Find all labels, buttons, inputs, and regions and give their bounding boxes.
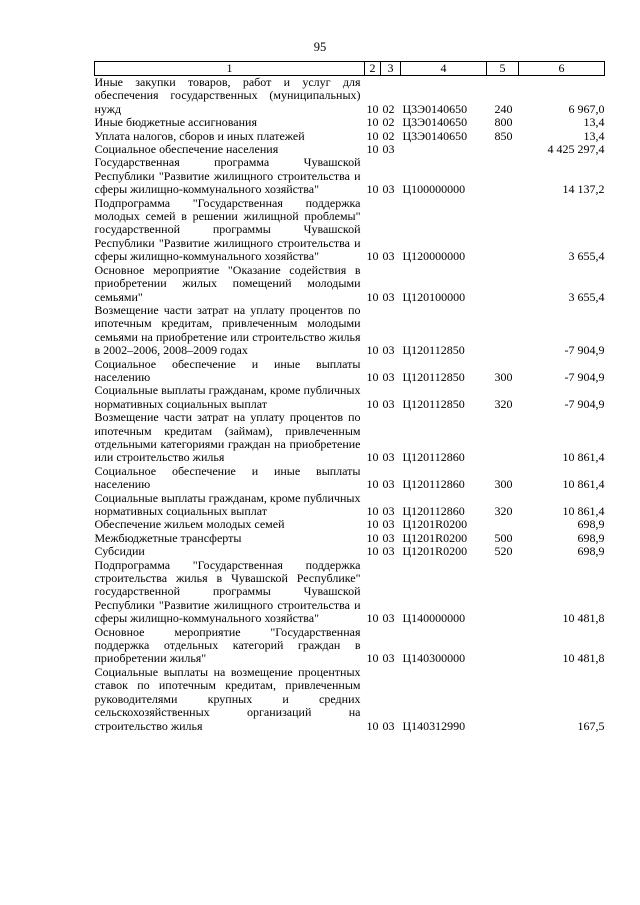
row-section: 10 bbox=[366, 115, 379, 130]
row-subsection: 03 bbox=[382, 718, 395, 733]
page-number: 95 bbox=[313, 40, 327, 54]
row-section: 10 bbox=[366, 544, 379, 559]
row-amount: 167,5 bbox=[577, 718, 605, 733]
row-name: Социальные выплаты на возмещение процентных ставок по ипотечным кредитам, привлеченным руководителями крупных и средних сельскохозяйственных организаций на строительство жилья bbox=[94, 664, 361, 733]
row-target-code bbox=[401, 143, 487, 156]
table-row bbox=[95, 465, 605, 492]
row-expense-type: 850 bbox=[494, 128, 513, 143]
table-row bbox=[95, 492, 605, 519]
row-name: Субсидии bbox=[94, 544, 145, 559]
row-expense-type: 320 bbox=[494, 396, 513, 411]
header-row bbox=[95, 62, 605, 76]
row-section: 10 bbox=[366, 530, 379, 545]
row-expense-type bbox=[487, 304, 519, 358]
table-row bbox=[95, 76, 605, 117]
row-subsection: 03 bbox=[382, 396, 395, 411]
row-section: 10 bbox=[366, 517, 379, 532]
table-row bbox=[95, 559, 605, 626]
row-subsection: 03 bbox=[382, 504, 395, 518]
row-amount: 14 137,2 bbox=[562, 182, 605, 197]
row-target-code: Ц3Э0140650 bbox=[402, 101, 468, 116]
row-expense-type bbox=[487, 518, 519, 531]
row-section: 10 bbox=[366, 369, 379, 384]
table-row bbox=[95, 626, 605, 666]
row-amount: 698,9 bbox=[577, 517, 605, 532]
row-section: 10 bbox=[366, 651, 379, 666]
table-row bbox=[95, 116, 605, 129]
row-subsection: 03 bbox=[382, 530, 395, 545]
row-amount: -7 904,9 bbox=[564, 396, 605, 411]
row-expense-type bbox=[487, 626, 519, 666]
row-target-code: Ц1201R0200 bbox=[402, 530, 468, 545]
row-name: Подпрограмма "Государственная поддержка строительства жилья в Чувашской Республике" государственной программы Чувашской Республики "Развитие жилищного строительства и сферы жилищно-коммунального хозяйства" bbox=[94, 557, 361, 626]
row-expense-type: 300 bbox=[494, 477, 513, 492]
row-subsection: 03 bbox=[382, 249, 395, 264]
row-amount: 13,4 bbox=[583, 115, 605, 130]
row-name: Основное мероприятие "Государственная поддержка отдельных категорий граждан в приобретении жилья" bbox=[94, 624, 361, 666]
header-col-4: 4 bbox=[401, 62, 487, 76]
table-row bbox=[95, 143, 605, 156]
row-name: Иные закупки товаров, работ и услуг для обеспечения государственных (муниципальных) нужд bbox=[94, 75, 361, 116]
row-subsection: 03 bbox=[382, 477, 395, 492]
row-expense-type bbox=[487, 156, 519, 196]
row-section: 10 bbox=[366, 101, 379, 116]
row-name: Социальное обеспечение и иные выплаты населению bbox=[94, 463, 361, 492]
row-section: 10 bbox=[366, 289, 379, 304]
row-section: 10 bbox=[366, 128, 379, 143]
row-name: Социальные выплаты гражданам, кроме публичных нормативных социальных выплат bbox=[94, 490, 361, 518]
row-expense-type: 520 bbox=[494, 544, 513, 559]
row-name: Межбюджетные трансферты bbox=[94, 530, 242, 545]
row-subsection: 03 bbox=[382, 611, 395, 626]
row-subsection: 02 bbox=[382, 115, 395, 130]
row-section: 10 bbox=[366, 611, 379, 626]
row-target-code: Ц140300000 bbox=[402, 651, 466, 666]
row-target-code: Ц120112850 bbox=[402, 369, 465, 384]
row-subsection: 02 bbox=[382, 128, 395, 143]
row-expense-type: 800 bbox=[494, 115, 513, 130]
row-target-code: Ц1201R0200 bbox=[402, 517, 468, 532]
table-row bbox=[95, 130, 605, 143]
row-amount: 10 481,8 bbox=[562, 651, 605, 666]
row-amount: 10 481,8 bbox=[562, 611, 605, 626]
row-target-code: Ц120112850 bbox=[402, 396, 465, 411]
row-expense-type: 300 bbox=[494, 369, 513, 384]
table-row bbox=[95, 666, 605, 733]
row-target-code: Ц120112850 bbox=[402, 343, 465, 358]
row-expense-type: 240 bbox=[494, 101, 513, 116]
row-name: Уплата налогов, сборов и иных платежей bbox=[94, 128, 305, 143]
row-target-code: Ц120112860 bbox=[402, 450, 465, 465]
table-row bbox=[95, 545, 605, 558]
row-amount: 10 861,4 bbox=[562, 477, 605, 492]
row-section: 10 bbox=[366, 718, 379, 733]
table-row bbox=[95, 197, 605, 264]
header-col-5: 5 bbox=[487, 62, 519, 76]
row-expense-type: 320 bbox=[494, 504, 513, 518]
table-row bbox=[95, 358, 605, 385]
row-target-code: Ц140000000 bbox=[402, 611, 466, 626]
row-target-code: Ц120112860 bbox=[402, 477, 465, 492]
header-col-2: 2 bbox=[365, 62, 381, 76]
row-expense-type bbox=[487, 197, 519, 264]
row-amount: 10 861,4 bbox=[562, 504, 605, 518]
row-section: 10 bbox=[366, 249, 379, 264]
row-target-code: Ц120000000 bbox=[402, 249, 466, 264]
row-section: 10 bbox=[366, 142, 379, 157]
row-expense-type bbox=[487, 143, 519, 156]
row-target-code: Ц120112860 bbox=[402, 504, 465, 518]
table-row bbox=[95, 384, 605, 411]
row-name: Социальные выплаты гражданам, кроме публичных нормативных социальных выплат bbox=[94, 383, 361, 411]
row-amount: -7 904,9 bbox=[564, 369, 605, 384]
row-amount: 698,9 bbox=[577, 530, 605, 545]
row-section: 10 bbox=[366, 343, 379, 358]
row-amount: 10 861,4 bbox=[562, 450, 605, 465]
row-amount: 3 655,4 bbox=[568, 249, 605, 264]
row-section: 10 bbox=[366, 182, 379, 197]
row-section: 10 bbox=[366, 477, 379, 492]
row-amount: 698,9 bbox=[577, 544, 605, 559]
row-amount: 3 655,4 bbox=[568, 289, 605, 304]
row-name: Иные бюджетные ассигнования bbox=[94, 115, 257, 130]
row-expense-type bbox=[487, 411, 519, 465]
row-subsection: 03 bbox=[382, 651, 395, 666]
row-name: Подпрограмма "Государственная поддержка молодых семей в решении жилищной проблемы" государственной программы Чувашской Республики "Развитие жилищного строительства и сферы жилищно-коммунального хозяйства" bbox=[94, 195, 361, 264]
table-row bbox=[95, 156, 605, 196]
row-section: 10 bbox=[366, 504, 379, 518]
budget-table bbox=[94, 61, 605, 733]
row-expense-type bbox=[487, 666, 519, 733]
row-name: Социальное обеспечение и иные выплаты населению bbox=[94, 356, 361, 384]
row-name: Возмещение части затрат на уплату процентов по ипотечным кредитам (займам), привлеченным отдельными категориями граждан на приобретение или строительство жилья bbox=[94, 410, 361, 465]
row-subsection: 03 bbox=[382, 517, 395, 532]
row-subsection: 02 bbox=[382, 101, 395, 116]
row-target-code: Ц120100000 bbox=[402, 289, 466, 304]
row-subsection: 03 bbox=[382, 289, 395, 304]
row-section: 10 bbox=[366, 396, 379, 411]
table-row bbox=[95, 518, 605, 531]
row-subsection: 03 bbox=[382, 369, 395, 384]
row-amount: 6 967,0 bbox=[568, 101, 605, 116]
row-expense-type: 500 bbox=[494, 530, 513, 545]
row-target-code: Ц140312990 bbox=[402, 718, 466, 733]
header-col-3: 3 bbox=[381, 62, 401, 76]
row-subsection: 03 bbox=[382, 182, 395, 197]
row-amount: 4 425 297,4 bbox=[547, 142, 605, 157]
row-name: Возмещение части затрат на уплату процентов по ипотечным кредитам, привлеченным молодыми семьями на приобретение или строительство жилья в 2002–2006, 2008–2009 годах bbox=[94, 302, 361, 358]
table-row bbox=[95, 411, 605, 465]
header-col-1: 1 bbox=[95, 62, 365, 76]
table-row bbox=[95, 304, 605, 358]
row-amount: 13,4 bbox=[583, 128, 605, 143]
row-name: Социальное обеспечение населения bbox=[94, 142, 279, 157]
table-row bbox=[95, 264, 605, 304]
row-subsection: 03 bbox=[382, 544, 395, 559]
row-target-code: Ц3Э0140650 bbox=[402, 128, 468, 143]
row-name: Основное мероприятие "Оказание содействия в приобретении жилых помещений молодыми семьями" bbox=[94, 262, 361, 304]
row-name: Обеспечение жильем молодых семей bbox=[94, 517, 285, 532]
row-expense-type bbox=[487, 559, 519, 626]
row-amount: -7 904,9 bbox=[564, 343, 605, 358]
row-subsection: 03 bbox=[382, 142, 395, 157]
row-section: 10 bbox=[366, 450, 379, 465]
row-target-code: Ц1201R0200 bbox=[402, 544, 468, 559]
row-subsection: 03 bbox=[382, 450, 395, 465]
row-expense-type bbox=[487, 264, 519, 304]
row-target-code: Ц3Э0140650 bbox=[402, 115, 468, 130]
row-subsection: 03 bbox=[382, 343, 395, 358]
table-row bbox=[95, 532, 605, 545]
row-name: Государственная программа Чувашской Республики "Развитие жилищного строительства и сферы жилищно-коммунального хозяйства" bbox=[94, 155, 361, 197]
header-col-6: 6 bbox=[519, 62, 605, 76]
row-target-code: Ц100000000 bbox=[402, 182, 466, 197]
